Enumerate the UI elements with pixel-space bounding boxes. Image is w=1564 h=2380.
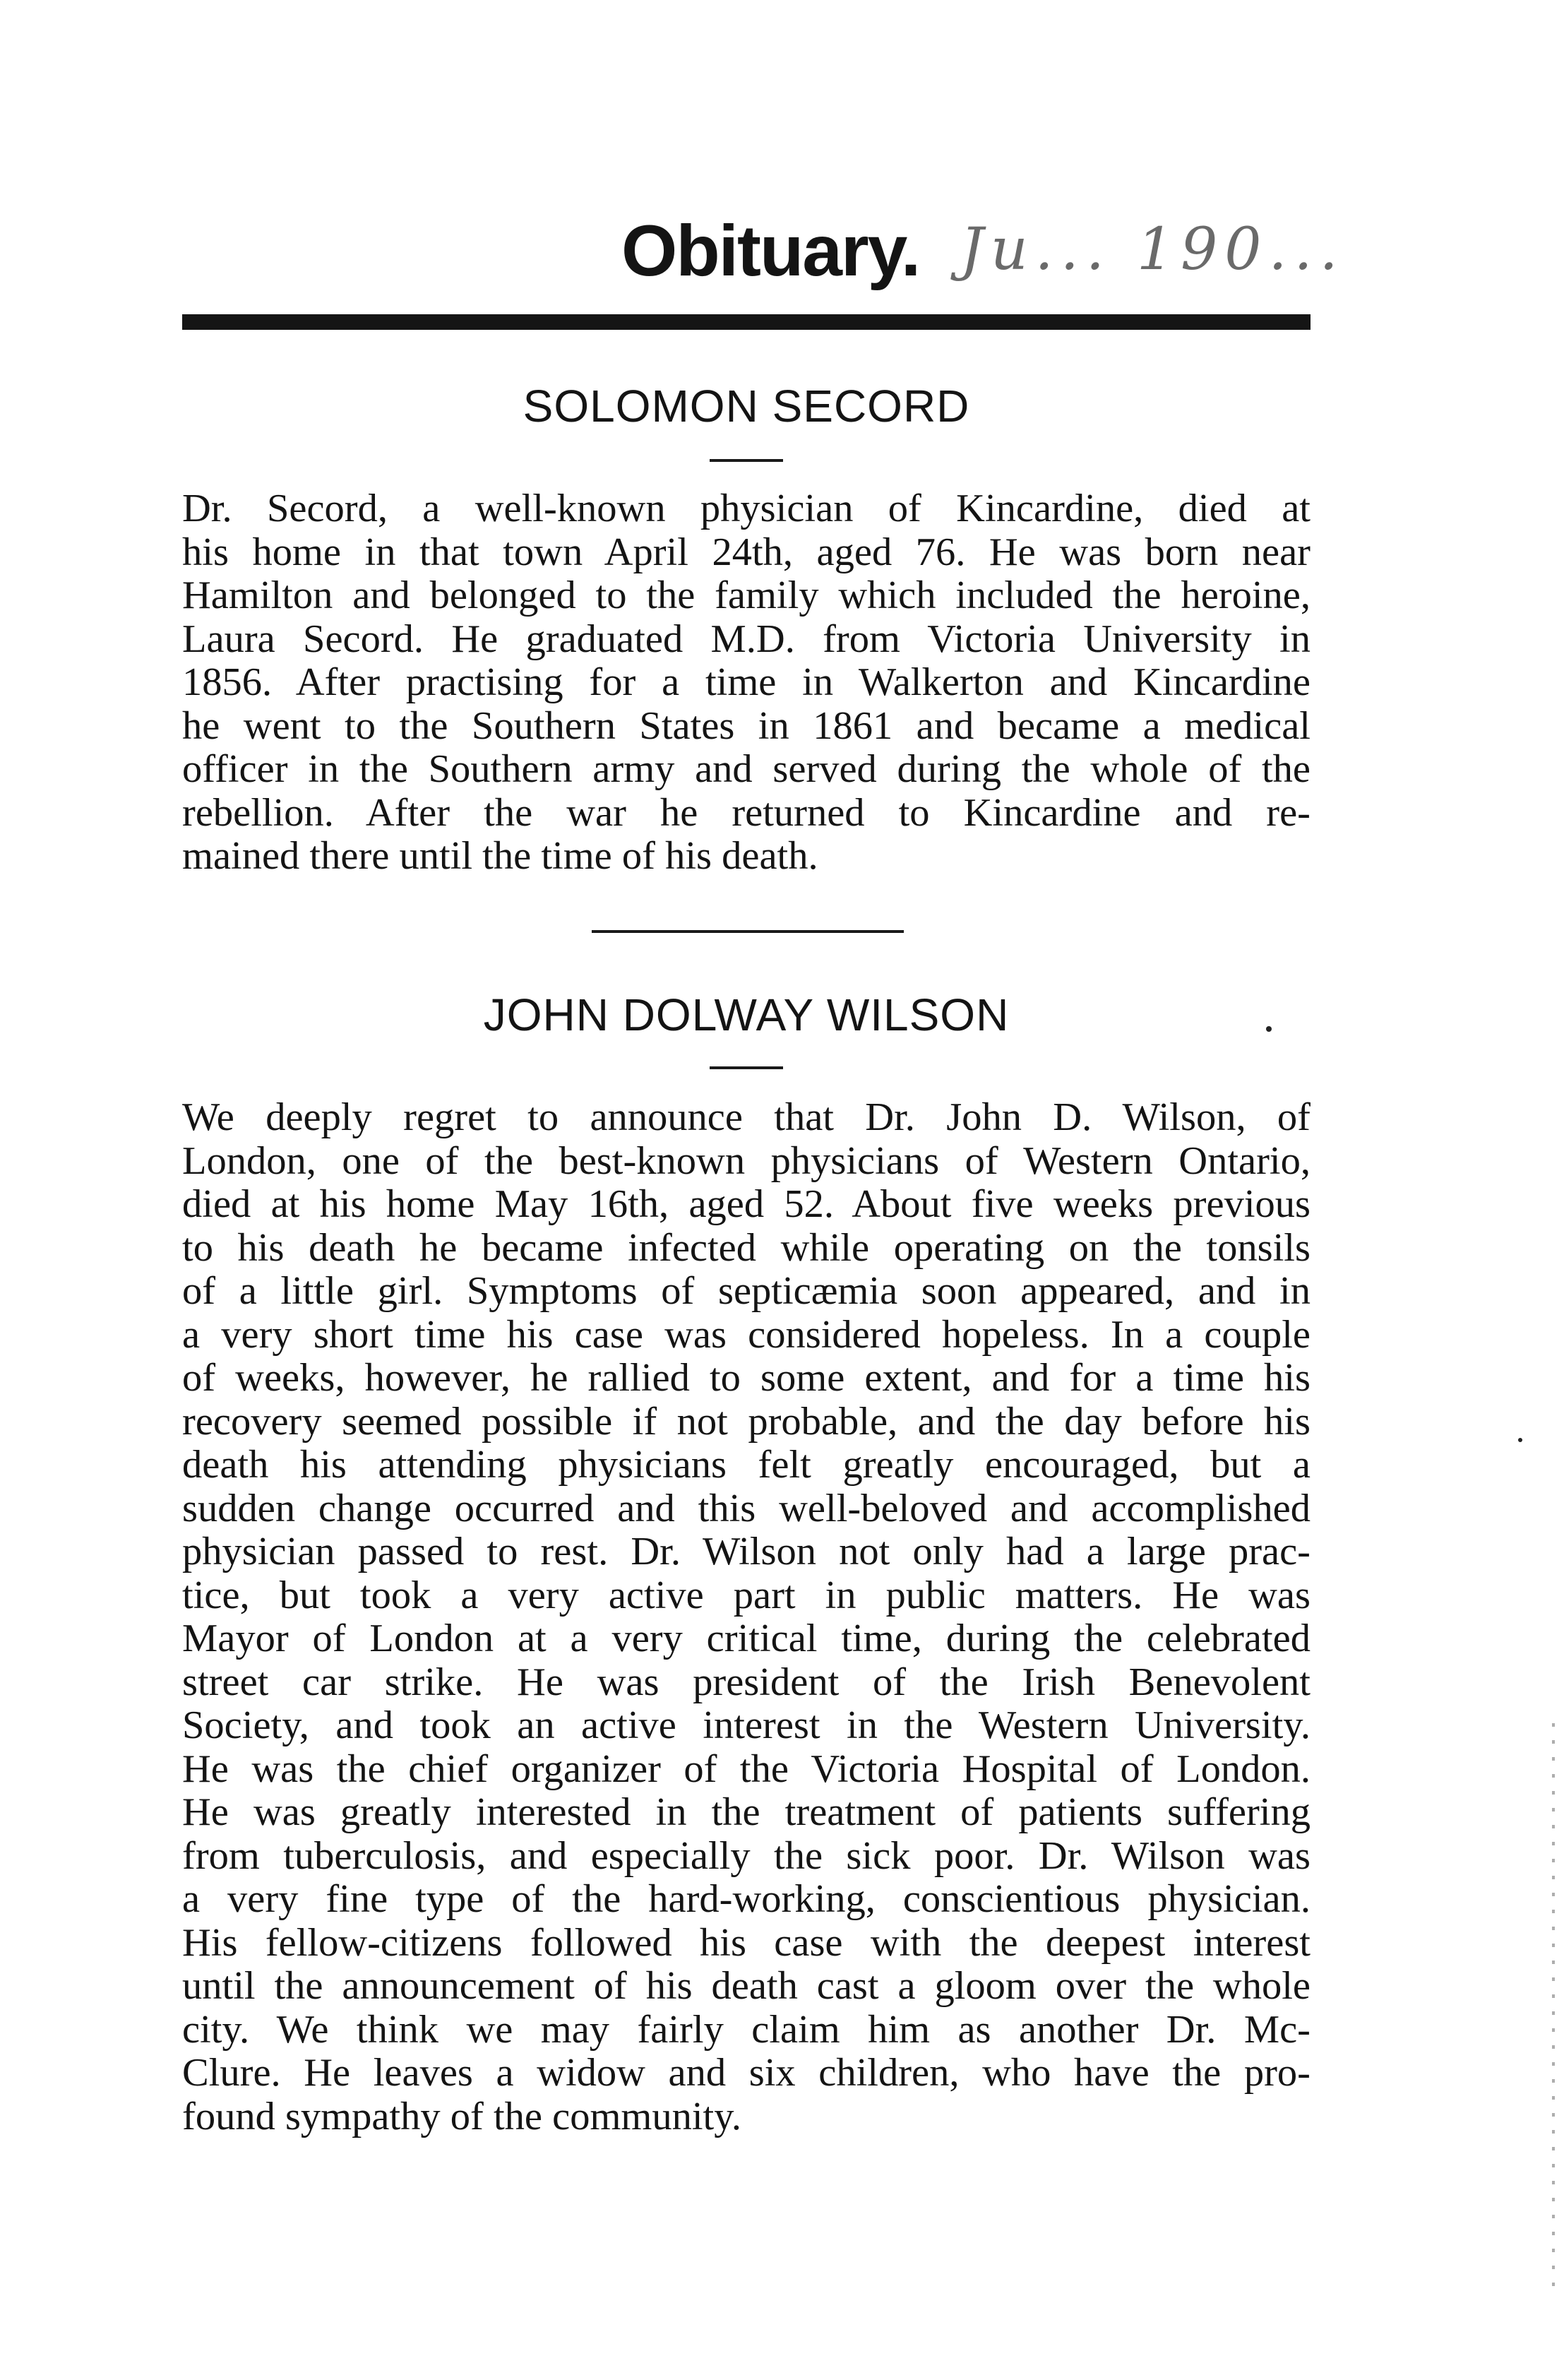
obituary-heading-wilson: JOHN DOLWAY WILSON: [483, 989, 1010, 1040]
text-line: of a little girl. Symptoms of septicæmia soon appeared, and in: [182, 1269, 1311, 1313]
text-line: We deeply regret to announce that Dr. John D. Wilson, of: [182, 1095, 1311, 1139]
text-line: recovery seemed possible if not probable, and the day before his: [182, 1399, 1311, 1444]
page-title: Obituary.: [621, 210, 920, 291]
text-line: Society, and took an active interest in the Western University.: [182, 1703, 1311, 1747]
text-line: Mayor of London at a very critical time, during the celebrated: [182, 1617, 1311, 1660]
text-line: His fellow-citizens followed his case with the deepest interest: [182, 1920, 1311, 1965]
text-line: sudden change occurred and this well-beloved and accomplished: [182, 1486, 1311, 1530]
text-line: mained there until the time of his death.: [182, 834, 818, 878]
title-divider: [182, 314, 1311, 330]
obituary-body-secord: [182, 487, 1311, 879]
text-line: Hamilton and belonged to the family which included the heroine,: [182, 573, 1311, 617]
heading-underline-secord: [710, 459, 783, 462]
text-line: street car strike. He was president of the Irish Benevolent: [182, 1660, 1311, 1704]
text-line: Laura Secord. He graduated M.D. from Victoria University in: [182, 617, 1311, 661]
text-line: found sympathy of the community.: [182, 2094, 741, 2138]
text-line: a very short time his case was considered hopeless. In a couple: [182, 1312, 1311, 1357]
obituary-body-wilson: [182, 1096, 1311, 2138]
text-line: his home in that town April 24th, aged 76. He was born near: [182, 530, 1311, 574]
text-line: physician passed to rest. Dr. Wilson not only had a large prac-: [182, 1530, 1311, 1573]
section-divider: [592, 930, 904, 933]
stray-ink-dot: [1266, 1026, 1272, 1032]
text-line: a very fine type of the hard-working, conscientious physician.: [182, 1877, 1311, 1921]
text-line: He was the chief organizer of the Victoria Hospital of London.: [182, 1747, 1311, 1791]
text-line: He was greatly interested in the treatment of patients suffering: [182, 1790, 1311, 1834]
text-line: 1856. After practising for a time in Walkerton and Kincardine: [182, 660, 1311, 704]
text-line: from tuberculosis, and especially the sick poor. Dr. Wilson was: [182, 1833, 1311, 1878]
text-line: city. We think we may fairly claim him as another Dr. Mc-: [182, 2007, 1311, 2052]
obituary-heading-secord: SOLOMON SECORD: [523, 381, 970, 432]
title-row: [621, 205, 1345, 304]
scan-edge-marks: [1552, 1723, 1555, 2288]
text-line: he went to the Southern States in 1861 and became a medical: [182, 703, 1311, 748]
text-line: London, one of the best-known physicians of Western Ontario,: [182, 1138, 1311, 1183]
text-line: to his death he became infected while operating on the tonsils: [182, 1225, 1311, 1270]
text-line: rebellion. After the war he returned to Kincardine and re-: [182, 790, 1311, 835]
text-line: died at his home May 16th, aged 52. About five weeks previous: [182, 1182, 1311, 1226]
text-line: Clure. He leaves a widow and six children, who have the pro-: [182, 2051, 1311, 2095]
text-line: officer in the Southern army and served during the whole of the: [182, 747, 1311, 791]
text-line: until the announcement of his death cast a gloom over the whole: [182, 1964, 1311, 2008]
text-line: death his attending physicians felt greatly encouraged, but a: [182, 1443, 1311, 1487]
text-line: Dr. Secord, a well-known physician of Kincardine, died at: [182, 487, 1311, 530]
stray-ink-dot: [1518, 1438, 1522, 1442]
text-line: of weeks, however, he rallied to some extent, and for a time his: [182, 1356, 1311, 1400]
text-line: tice, but took a very active part in public matters. He was: [182, 1573, 1311, 1617]
heading-underline-wilson: [710, 1066, 783, 1069]
handwritten-date-note: Ju... 190...: [960, 216, 1345, 283]
